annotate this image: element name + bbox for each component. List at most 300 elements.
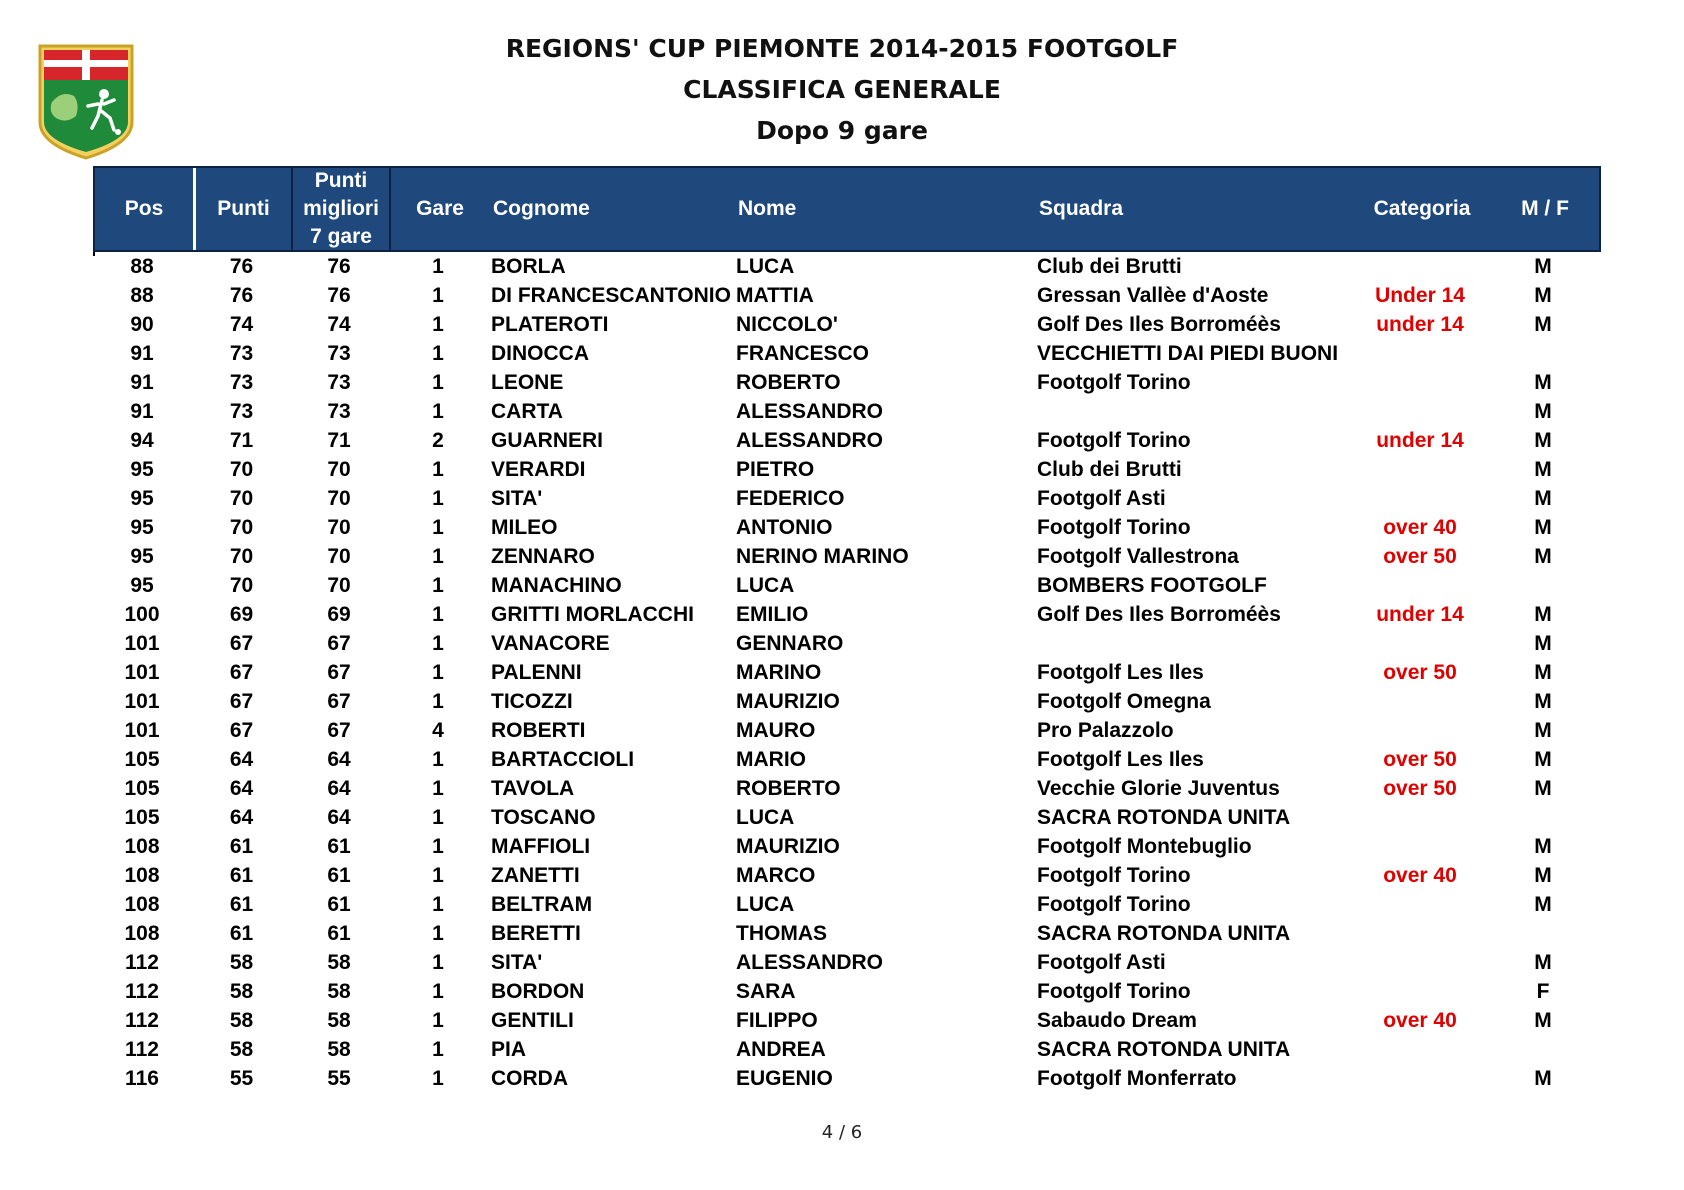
cell-pos: 91	[130, 400, 154, 423]
cell-punti: 70	[229, 487, 254, 510]
cell-nome: LUCA	[736, 255, 795, 278]
cell-categoria: over 40	[1383, 864, 1457, 887]
cell-gare: 1	[432, 632, 444, 655]
cell-gare: 1	[432, 1067, 444, 1090]
cell-nome: ALESSANDRO	[736, 429, 884, 452]
cell-punti: 70	[229, 458, 254, 481]
cell-squadra: Footgolf Torino	[1037, 864, 1191, 887]
cell-mf: M	[1534, 603, 1552, 626]
cell-squadra: Golf Des Iles Borroméès	[1037, 603, 1281, 626]
cell-mf	[1493, 1035, 1593, 1064]
table-row	[93, 687, 1601, 716]
cell-squadra: Footgolf Torino	[1037, 371, 1191, 394]
cell-gare: 2	[432, 429, 444, 452]
col-gare-header: Gare	[416, 197, 464, 220]
cell-categoria	[1355, 455, 1485, 484]
cell-nome: PIETRO	[736, 458, 815, 481]
cell-mf: M	[1534, 1067, 1552, 1090]
cell-categoria: over 40	[1383, 516, 1457, 539]
cell-punti: 58	[229, 951, 254, 974]
cell-gare: 1	[432, 545, 444, 568]
cell-punti: 58	[229, 1009, 254, 1032]
cell-cognome: MILEO	[491, 516, 558, 539]
cell-gare: 1	[432, 893, 444, 916]
cell-punti-migliori: 73	[327, 371, 351, 394]
cell-categoria	[1355, 1035, 1485, 1064]
cell-punti: 67	[229, 719, 254, 742]
table-row	[93, 455, 1601, 484]
cell-categoria: over 50	[1383, 661, 1457, 684]
cell-categoria	[1355, 252, 1485, 281]
cell-pos: 101	[124, 632, 160, 655]
cell-gare: 1	[432, 458, 444, 481]
cell-punti: 67	[229, 661, 254, 684]
cell-mf: M	[1534, 458, 1552, 481]
table-body	[93, 252, 1601, 1093]
cell-punti-migliori: 61	[327, 835, 351, 858]
table-row	[93, 397, 1601, 426]
cell-squadra: Footgolf Torino	[1037, 516, 1191, 539]
cell-punti: 61	[229, 922, 254, 945]
cell-punti-migliori: 71	[327, 429, 351, 452]
cell-squadra: Footgolf Asti	[1037, 487, 1166, 510]
cell-nome: MARINO	[736, 661, 822, 684]
cell-squadra: SACRA ROTONDA UNITA	[1037, 806, 1291, 829]
cell-punti-migliori: 61	[327, 864, 351, 887]
table-row	[93, 542, 1601, 571]
cell-cognome: GENTILI	[491, 1009, 574, 1032]
cell-squadra: Footgolf Les Iles	[1037, 748, 1204, 771]
cell-categoria	[1355, 484, 1485, 513]
cell-cognome: TOSCANO	[491, 806, 596, 829]
cell-punti: 70	[229, 545, 254, 568]
col-nome-header: Nome	[738, 197, 797, 220]
cell-squadra	[1037, 397, 1357, 426]
table-row	[93, 368, 1601, 397]
cell-mf: M	[1534, 690, 1552, 713]
cell-punti-migliori: 67	[327, 690, 351, 713]
cell-nome: GENNARO	[736, 632, 844, 655]
cell-pos: 116	[125, 1067, 159, 1090]
cell-nome: MARIO	[736, 748, 806, 771]
cell-punti-migliori: 64	[327, 748, 351, 771]
cell-cognome: TAVOLA	[491, 777, 575, 800]
table-row	[93, 919, 1601, 948]
col-categoria-header: Categoria	[1373, 197, 1471, 220]
cell-categoria	[1355, 948, 1485, 977]
table-row	[93, 281, 1601, 310]
cell-cognome: TICOZZI	[491, 690, 573, 713]
cell-nome: MATTIA	[736, 284, 814, 307]
col-mf-header: M / F	[1521, 197, 1569, 220]
cell-cognome: DI FRANCESCANTONIO	[491, 284, 731, 307]
cell-punti: 64	[229, 777, 254, 800]
cell-punti: 67	[229, 690, 254, 713]
cell-squadra: Footgolf Torino	[1037, 893, 1191, 916]
cell-punti-migliori: 70	[327, 458, 351, 481]
cell-punti-migliori: 67	[327, 719, 351, 742]
cell-squadra	[1037, 629, 1357, 658]
cell-squadra: Vecchie Glorie Juventus	[1037, 777, 1280, 800]
table-row	[93, 310, 1601, 339]
cell-punti: 58	[229, 980, 254, 1003]
cell-squadra: Footgolf Monferrato	[1037, 1067, 1237, 1090]
cell-cognome: LEONE	[491, 371, 564, 394]
cell-gare: 1	[432, 690, 444, 713]
cell-squadra: BOMBERS FOOTGOLF	[1037, 574, 1267, 597]
cell-mf	[1493, 919, 1593, 948]
cell-punti-migliori: 58	[327, 1038, 351, 1061]
cell-pos: 95	[130, 545, 154, 568]
cell-gare: 1	[432, 1038, 444, 1061]
cell-categoria	[1355, 832, 1485, 861]
cell-cognome: GRITTI MORLACCHI	[491, 603, 694, 626]
table-row	[93, 861, 1601, 890]
cell-nome: FEDERICO	[736, 487, 845, 510]
cell-categoria	[1355, 803, 1485, 832]
cell-cognome: MAFFIOLI	[491, 835, 591, 858]
cell-mf: M	[1534, 429, 1552, 452]
cell-punti: 70	[229, 574, 254, 597]
cell-punti: 55	[229, 1067, 254, 1090]
standings-table	[93, 166, 1601, 1093]
cell-mf: M	[1534, 748, 1552, 771]
cell-punti: 73	[229, 400, 254, 423]
cell-gare: 1	[432, 661, 444, 684]
cell-pos: 101	[124, 661, 160, 684]
cell-nome: EMILIO	[736, 603, 809, 626]
cell-gare: 1	[432, 980, 444, 1003]
cell-nome: MAURO	[736, 719, 816, 742]
cell-gare: 1	[432, 922, 444, 945]
cell-mf	[1493, 803, 1593, 832]
cell-gare: 1	[432, 574, 444, 597]
cell-nome: ALESSANDRO	[736, 400, 884, 423]
col-punti-migliori-line1: Punti	[314, 169, 368, 192]
table-row	[93, 629, 1601, 658]
cell-categoria: under 14	[1376, 313, 1464, 336]
cell-punti: 76	[229, 255, 254, 278]
cell-pos: 105	[124, 777, 160, 800]
cell-gare: 1	[432, 342, 444, 365]
cell-cognome: BORLA	[491, 255, 566, 278]
cell-gare: 1	[432, 603, 444, 626]
cell-pos: 88	[130, 255, 154, 278]
cell-nome: NICCOLO'	[736, 313, 838, 336]
cell-pos: 95	[130, 458, 154, 481]
cell-nome: ROBERTO	[736, 777, 841, 800]
cell-pos: 100	[124, 603, 160, 626]
cell-cognome: BARTACCIOLI	[491, 748, 635, 771]
cell-gare: 1	[432, 313, 444, 336]
cell-pos: 101	[124, 719, 160, 742]
cell-mf: M	[1534, 487, 1552, 510]
cell-cognome: CARTA	[491, 400, 563, 423]
cell-pos: 112	[125, 1038, 159, 1061]
cell-mf: M	[1534, 777, 1552, 800]
cell-punti-migliori: 70	[327, 487, 351, 510]
cell-nome: THOMAS	[736, 922, 827, 945]
cell-mf: M	[1534, 719, 1552, 742]
cell-mf: M	[1534, 284, 1552, 307]
cell-squadra: Footgolf Asti	[1037, 951, 1166, 974]
cell-squadra: SACRA ROTONDA UNITA	[1037, 922, 1291, 945]
table-row	[93, 658, 1601, 687]
table-row	[93, 513, 1601, 542]
cell-pos: 112	[125, 980, 159, 1003]
cell-pos: 108	[124, 922, 160, 945]
cell-squadra: Footgolf Les Iles	[1037, 661, 1204, 684]
title-block	[0, 28, 1684, 151]
cell-gare: 1	[432, 516, 444, 539]
cell-cognome: BORDON	[491, 980, 585, 1003]
cell-pos: 112	[125, 1009, 159, 1032]
cell-categoria: over 50	[1383, 777, 1457, 800]
table-row	[93, 1006, 1601, 1035]
cell-nome: LUCA	[736, 893, 795, 916]
col-punti-migliori-line3: 7 gare	[310, 225, 372, 248]
cell-pos: 90	[130, 313, 154, 336]
cell-punti: 73	[229, 342, 254, 365]
cell-punti-migliori: 76	[327, 255, 351, 278]
cell-pos: 94	[130, 429, 154, 452]
cell-pos: 88	[130, 284, 154, 307]
cell-mf: M	[1534, 255, 1552, 278]
cell-punti: 74	[229, 313, 254, 336]
cell-nome: FILIPPO	[736, 1009, 818, 1032]
cell-squadra: Footgolf Torino	[1037, 429, 1191, 452]
cell-mf: M	[1534, 400, 1552, 423]
cell-pos: 108	[124, 864, 160, 887]
cell-punti-migliori: 55	[327, 1067, 351, 1090]
table-row	[93, 977, 1601, 1006]
cell-pos: 105	[124, 806, 160, 829]
cell-gare: 1	[432, 255, 444, 278]
cell-gare: 1	[432, 777, 444, 800]
cell-punti-migliori: 58	[327, 1009, 351, 1032]
cell-mf: M	[1534, 864, 1552, 887]
cell-cognome: PLATEROTI	[491, 313, 609, 336]
cell-nome: EUGENIO	[736, 1067, 833, 1090]
cell-squadra: Gressan Vallèe d'Aoste	[1037, 284, 1269, 307]
cell-gare: 1	[432, 806, 444, 829]
cell-mf	[1493, 571, 1593, 600]
cell-squadra: Footgolf Torino	[1037, 980, 1191, 1003]
cell-punti-migliori: 74	[327, 313, 351, 336]
page-subtitle-2: Dopo 9 gare	[756, 116, 928, 145]
cell-gare: 1	[432, 284, 444, 307]
cell-punti-migliori: 58	[327, 980, 351, 1003]
table-row	[93, 716, 1601, 745]
cell-nome: MAURIZIO	[736, 690, 840, 713]
cell-squadra: SACRA ROTONDA UNITA	[1037, 1038, 1291, 1061]
cell-nome: LUCA	[736, 806, 795, 829]
cell-punti: 58	[229, 1038, 254, 1061]
cell-nome: ANDREA	[736, 1038, 826, 1061]
cell-categoria	[1355, 890, 1485, 919]
page-subtitle: CLASSIFICA GENERALE	[683, 75, 1001, 104]
cell-squadra: VECCHIETTI DAI PIEDI BUONI	[1037, 342, 1339, 365]
col-cognome-header: Cognome	[493, 197, 590, 220]
cell-cognome: BELTRAM	[491, 893, 593, 916]
cell-punti-migliori: 73	[327, 342, 351, 365]
cell-gare: 1	[432, 864, 444, 887]
cell-punti: 61	[229, 893, 254, 916]
cell-categoria	[1355, 339, 1485, 368]
cell-punti-migliori: 70	[327, 545, 351, 568]
cell-punti-migliori: 58	[327, 951, 351, 974]
cell-gare: 1	[432, 400, 444, 423]
col-punti-header: Punti	[217, 197, 270, 220]
cell-cognome: PALENNI	[491, 661, 582, 684]
cell-mf	[1493, 339, 1593, 368]
cell-pos: 105	[124, 748, 160, 771]
cell-squadra: Club dei Brutti	[1037, 458, 1182, 481]
cell-categoria	[1355, 397, 1485, 426]
table-row	[93, 745, 1601, 774]
cell-cognome: CORDA	[491, 1067, 568, 1090]
col-pos-header: Pos	[124, 197, 164, 220]
cell-categoria	[1355, 1064, 1485, 1093]
cell-punti: 64	[229, 748, 254, 771]
cell-nome: NERINO MARINO	[736, 545, 909, 568]
cell-categoria	[1355, 919, 1485, 948]
cell-mf: M	[1534, 516, 1552, 539]
cell-punti-migliori: 61	[327, 922, 351, 945]
cell-cognome: SITA'	[491, 487, 543, 510]
cell-cognome: GUARNERI	[491, 429, 604, 452]
cell-pos: 95	[130, 516, 154, 539]
cell-mf: F	[1536, 980, 1550, 1003]
cell-nome: LUCA	[736, 574, 795, 597]
cell-nome: MARCO	[736, 864, 816, 887]
table-row	[93, 1064, 1601, 1093]
cell-gare: 1	[432, 487, 444, 510]
cell-mf: M	[1534, 313, 1552, 336]
cell-cognome: VANACORE	[491, 632, 610, 655]
cell-gare: 1	[432, 748, 444, 771]
cell-categoria	[1355, 571, 1485, 600]
cell-gare: 4	[432, 719, 444, 742]
cell-punti-migliori: 70	[327, 516, 351, 539]
cell-mf: M	[1534, 661, 1552, 684]
cell-punti-migliori: 64	[327, 806, 351, 829]
cell-categoria: under 14	[1376, 429, 1464, 452]
cell-nome: ALESSANDRO	[736, 951, 884, 974]
cell-pos: 91	[130, 342, 154, 365]
cell-gare: 1	[432, 951, 444, 974]
page-title: REGIONS' CUP PIEMONTE 2014-2015 FOOTGOLF	[505, 34, 1179, 63]
cell-categoria	[1355, 977, 1485, 1006]
cell-categoria	[1355, 368, 1485, 397]
cell-pos: 91	[130, 371, 154, 394]
table-row	[93, 339, 1601, 368]
cell-cognome: VERARDI	[491, 458, 586, 481]
cell-punti: 73	[229, 371, 254, 394]
table-row	[93, 252, 1601, 281]
cell-nome: MAURIZIO	[736, 835, 840, 858]
table-row	[93, 426, 1601, 455]
cell-punti: 61	[229, 835, 254, 858]
cell-gare: 1	[432, 835, 444, 858]
cell-punti-migliori: 69	[327, 603, 351, 626]
page-number: 4 / 6	[821, 1122, 863, 1143]
table-row	[93, 832, 1601, 861]
cell-nome: SARA	[736, 980, 796, 1003]
table-row	[93, 774, 1601, 803]
cell-punti: 67	[229, 632, 254, 655]
cell-mf: M	[1534, 835, 1552, 858]
cell-punti: 70	[229, 516, 254, 539]
cell-mf: M	[1534, 951, 1552, 974]
table-row	[93, 600, 1601, 629]
cell-nome: FRANCESCO	[736, 342, 870, 365]
table-row	[93, 890, 1601, 919]
cell-cognome: BERETTI	[491, 922, 581, 945]
cell-pos: 108	[124, 835, 160, 858]
cell-pos: 112	[125, 951, 159, 974]
table-header	[93, 166, 1601, 252]
cell-cognome: ZENNARO	[491, 545, 595, 568]
cell-categoria: under 14	[1376, 603, 1464, 626]
col-punti-migliori-line2: migliori	[303, 197, 379, 220]
cell-squadra: Club dei Brutti	[1037, 255, 1182, 278]
cell-categoria	[1355, 629, 1485, 658]
cell-cognome: PIA	[491, 1038, 527, 1061]
cell-categoria: Under 14	[1375, 284, 1465, 307]
cell-categoria	[1355, 687, 1485, 716]
col-squadra-header: Squadra	[1039, 197, 1124, 220]
cell-pos: 108	[124, 893, 160, 916]
cell-mf: M	[1534, 632, 1552, 655]
cell-punti-migliori: 67	[327, 661, 351, 684]
table-row	[93, 484, 1601, 513]
cell-categoria: over 50	[1383, 748, 1457, 771]
cell-punti: 64	[229, 806, 254, 829]
table-row	[93, 1035, 1601, 1064]
cell-squadra: Footgolf Omegna	[1037, 690, 1211, 713]
cell-categoria: over 40	[1383, 1009, 1457, 1032]
table-row	[93, 803, 1601, 832]
table-row	[93, 571, 1601, 600]
cell-squadra: Golf Des Iles Borroméès	[1037, 313, 1281, 336]
cell-punti: 76	[229, 284, 254, 307]
cell-punti-migliori: 64	[327, 777, 351, 800]
cell-squadra: Footgolf Vallestrona	[1037, 545, 1239, 568]
cell-mf: M	[1534, 545, 1552, 568]
cell-gare: 1	[432, 371, 444, 394]
cell-squadra: Footgolf Montebuglio	[1037, 835, 1252, 858]
cell-mf: M	[1534, 1009, 1552, 1032]
cell-squadra: Sabaudo Dream	[1037, 1009, 1197, 1032]
cell-punti-migliori: 61	[327, 893, 351, 916]
cell-punti: 61	[229, 864, 254, 887]
cell-cognome: ZANETTI	[491, 864, 580, 887]
cell-pos: 101	[124, 690, 160, 713]
cell-cognome: DINOCCA	[491, 342, 589, 365]
cell-punti: 71	[229, 429, 254, 452]
cell-nome: ROBERTO	[736, 371, 841, 394]
cell-punti-migliori: 70	[327, 574, 351, 597]
cell-punti: 69	[229, 603, 254, 626]
cell-nome: ANTONIO	[736, 516, 833, 539]
cell-pos: 95	[130, 487, 154, 510]
cell-categoria: over 50	[1383, 545, 1457, 568]
cell-categoria	[1355, 716, 1485, 745]
cell-cognome: MANACHINO	[491, 574, 622, 597]
cell-cognome: SITA'	[491, 951, 543, 974]
cell-cognome: ROBERTI	[491, 719, 586, 742]
